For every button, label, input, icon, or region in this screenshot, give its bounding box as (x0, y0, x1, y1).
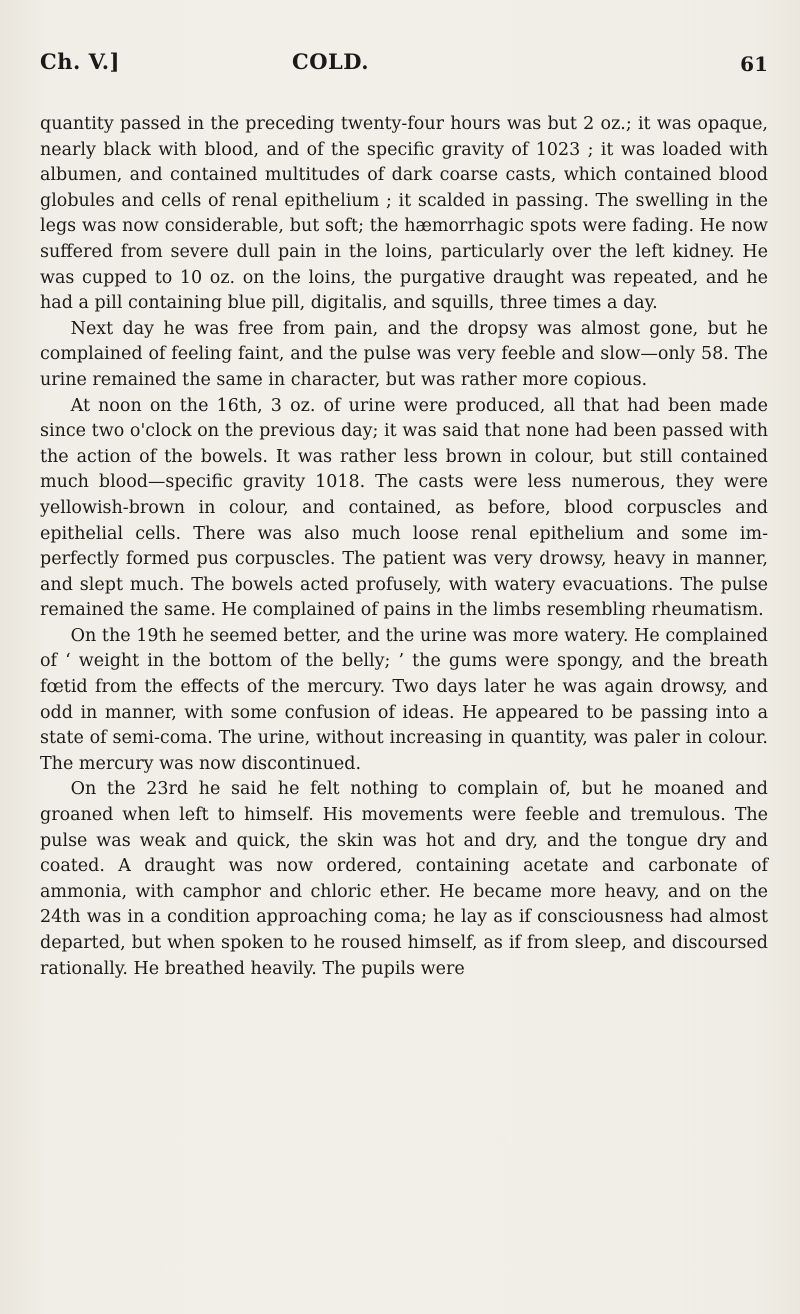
chapter-reference: Ch. V.] (40, 49, 120, 74)
body-text (40, 112, 768, 982)
paragraph: On the 23rd he said he felt nothing to complain of, but he moaned and groaned when left to himself. His movements were feeble and tremulous. The pulse was weak and quick, the skin was hot and dry, and the tongue dry and coated. A draught was now ordered, containing acetate and carbonate of ammonia, with camphor and chloric ether. He became more heavy, and on the 24th was in a condition approaching coma; he lay as if consciousness had almost departed, but when spoken to he roused himself, as if from sleep, and discoursed rationally. He breathed heavily. The pupils were (40, 779, 768, 979)
paragraph: At noon on the 16th, 3 oz. of urine were produced, all that had been made since two o'clock on the previous day; it was said that none had been passed with the action of the bowels. It was rather less brown in colour, but still contained much blood—specific gravity 1018. The casts were less numerous, they were yellowish-brown in colour, and contained, as before, blood corpuscles and epithelial cells. There was also much loose renal epithelium and some im-perfectly formed pus corpuscles. The patient was very drowsy, heavy in manner, and slept much. The bowels acted profusely, with watery evacuations. The pulse remained the same. He complained of pains in the limbs resembling rheumatism. (40, 395, 768, 621)
paragraph: On the 19th he seemed better, and the urine was more watery. He complained of ‘ weight in the bottom of the belly; ’ the gums were spongy, and the breath fœtid from the effects of the mercury. Two days later he was again drowsy, and odd in manner, with some confusion of ideas. He appeared to be passing into a state of semi-coma. The urine, without increasing in quantity, was paler in colour. The mercury was now discontinued. (40, 625, 768, 774)
running-head (40, 49, 768, 89)
page-number: 61 (740, 52, 768, 76)
paragraph: quantity passed in the preceding twenty-four hours was but 2 oz.; it was opaque, nearly black with blood, and of the specific gravity of 1023 ; it was loaded with albumen, and contained multitudes of dark coarse casts, which contained blood globules and cells of renal epithelium ; it scalded in passing. The swelling in the legs was now considerable, but soft; the hæmorrhagic spots were fading. He now suffered from severe dull pain in the loins, particularly over the left kidney. He was cupped to 10 oz. on the loins, the purgative draught was repeated, and he had a pill containing blue pill, digitalis, and squills, three times a day. (40, 114, 768, 314)
running-title: COLD. (292, 49, 370, 74)
paragraph: Next day he was free from pain, and the dropsy was almost gone, but he complained of feeling faint, and the pulse was very feeble and slow—only 58. The urine remained the same in character, but was rather more copious. (40, 318, 768, 390)
